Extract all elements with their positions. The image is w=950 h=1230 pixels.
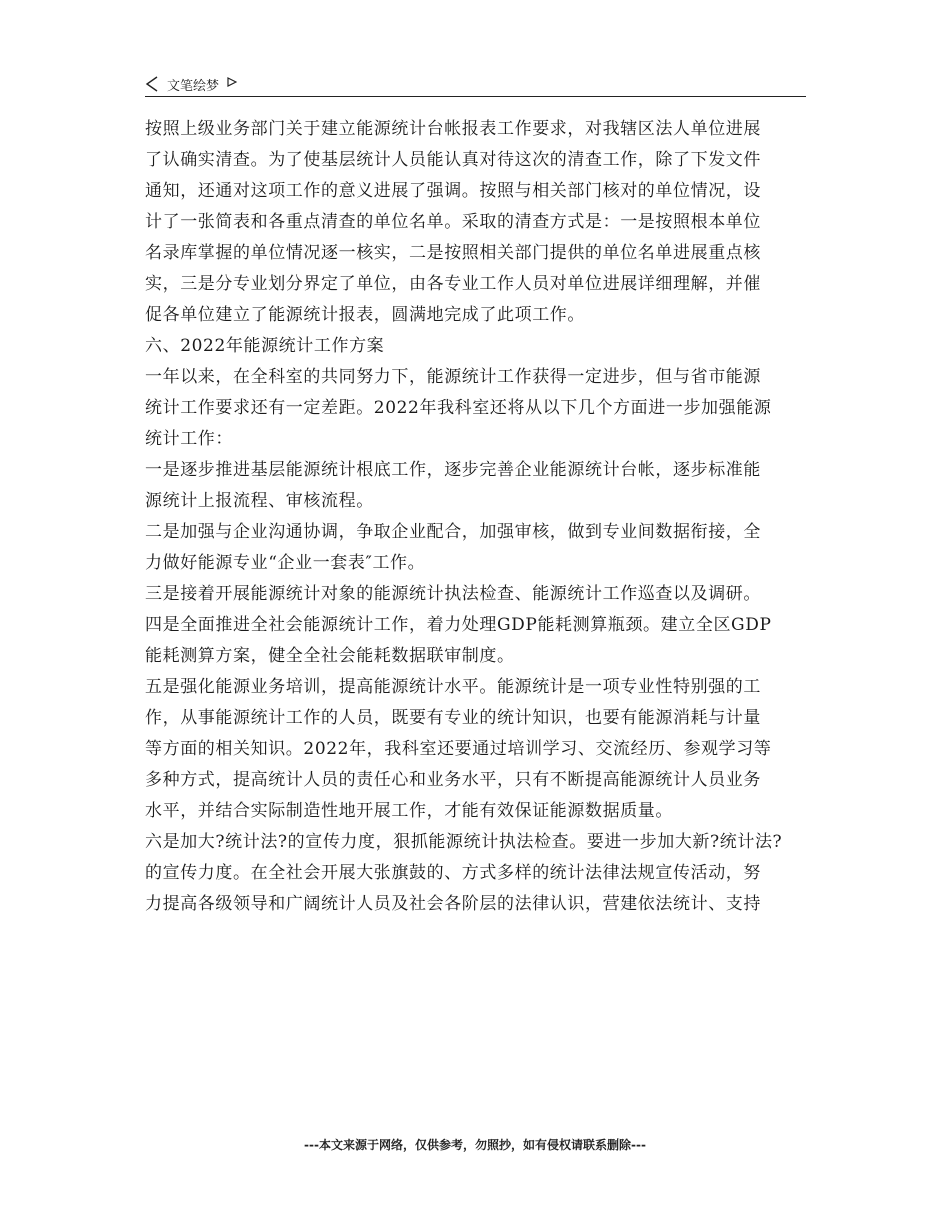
section-heading: 六、2022年能源统计工作方案: [145, 336, 385, 356]
text-line: 的宣传力度。在全社会开展大张旗鼓的、方式多样的统计法律法规宣传活动，努: [145, 863, 761, 883]
text-line: 按照上级业务部门关于建立能源统计台帐报表工作要求，对我辖区法人单位进展: [145, 119, 761, 139]
page-header: [145, 72, 806, 97]
text-line: 水平，并结合实际制造性地开展工作，才能有效保证能源数据质量。: [145, 801, 673, 821]
text-line: 通知，还通对这项工作的意义进展了强调。按照与相关部门核对的单位情况，设: [145, 181, 761, 201]
text-line: 计了一张简表和各重点清查的单位名单。采取的清查方式是：一是按照根本单位: [145, 212, 761, 232]
text-line: 名录库掌握的单位情况逐一核实，二是按照相关部门提供的单位名单进展重点核: [145, 243, 761, 263]
text-line: 促各单位建立了能源统计报表，圆满地完成了此项工作。: [145, 305, 585, 325]
text-line: 作，从事能源统计工作的人员，既要有专业的统计知识，也要有能源消耗与计量: [145, 708, 761, 728]
triangle-left-icon: [145, 76, 159, 92]
footer-disclaimer: ---本文来源于网络，仅供参考，勿照抄，如有侵权请联系删除---: [304, 1138, 646, 1152]
text-line: 一是逐步推进基层能源统计根底工作，逐步完善企业能源统计台帐，逐步标准能: [145, 460, 761, 480]
text-line: 力提高各级领导和广阔统计人员及社会各阶层的法律认识，营建依法统计、支持: [145, 894, 761, 914]
text-line: 三是接着开展能源统计对象的能源统计执法检查、能源统计工作巡查以及调研。: [145, 584, 761, 604]
text-line: 二是加强与企业沟通协调，争取企业配合，加强审核，做到专业间数据衔接，全: [145, 522, 761, 542]
text-line: 六是加大?统计法?的宣传力度，狠抓能源统计执法检查。要进一步加大新?统计法?: [145, 832, 783, 852]
text-line: 统计工作：: [145, 429, 233, 449]
triangle-right-icon: [227, 77, 237, 87]
text-line: 多种方式，提高统计人员的责任心和业务水平，只有不断提高能源统计人员业务: [145, 770, 761, 790]
text-line: 实，三是分专业划分界定了单位，由各专业工作人员对单位进展详细理解，并催: [145, 274, 761, 294]
text-line: 等方面的相关知识。2022年，我科室还要通过培训学习、交流经历、参观学习等: [145, 739, 772, 759]
text-line: 四是全面推进全社会能源统计工作，着力处理GDP能耗测算瓶颈。建立全区GDP: [145, 615, 772, 635]
text-line: 力做好能源专业“企业一套表″工作。: [145, 553, 426, 573]
text-line: 一年以来，在全科室的共同努力下，能源统计工作获得一定进步，但与省市能源: [145, 367, 761, 387]
text-line: 了认确实清查。为了使基层统计人员能认真对待这次的清查工作，除了下发文件: [145, 150, 761, 170]
header-title: 文笔绘梦: [167, 78, 220, 94]
text-line: 五是强化能源业务培训，提高能源统计水平。能源统计是一项专业性特别强的工: [145, 677, 761, 697]
text-line: 统计工作要求还有一定差距。2022年我科室还将从以下几个方面进一步加强能源: [145, 398, 772, 418]
document-body: [145, 114, 810, 920]
text-line: 能耗测算方案，健全全社会能耗数据联审制度。: [145, 646, 515, 666]
text-line: 源统计上报流程、审核流程。: [145, 491, 374, 511]
